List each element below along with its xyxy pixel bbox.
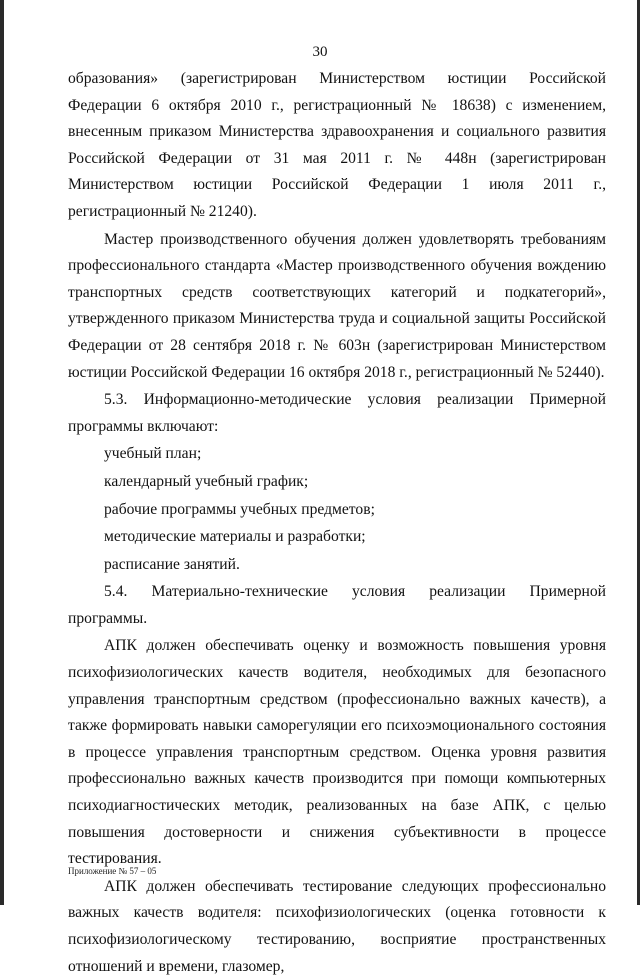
list-item: рабочие программы учебных предметов; — [104, 500, 375, 518]
scan-edge-left — [0, 0, 4, 905]
paragraph-master-requirements: Мастер производственного обучения должен удовлетворять требованиям профессионального стандарта «Мастер производственного обучения вождению транспортных средств соответствующих категорий и подкатегорий», утвержденного приказом Министерства труда и социальной защиты Российской Федерации от 28 сентября 2018 г. № 603н (зарегистрирован Министерством юстиции Российской Федерации 16 октября 2018 г., регистрационный № 52440). — [68, 230, 606, 381]
paragraph-section-5-4: 5.4. Материально-технические условия реализации Примерной программы. — [68, 583, 606, 627]
list-item: методические материалы и разработки; — [104, 528, 366, 546]
conditions-list — [68, 441, 606, 578]
document-body — [68, 66, 606, 980]
paragraph-section-5-3: 5.3. Информационно-методические условия реализации Примерной программы включают: — [68, 391, 606, 435]
page-number: 30 — [312, 44, 328, 60]
paragraph-apk-testing: АПК должен обеспечивать тестирование следующих профессионально важных качеств водителя: психофизиологических (оценка готовности к психофизиологическому тестированию, восприятие пространственных отношений и времени, глазомер, — [68, 877, 606, 975]
footer-appendix-label: Приложение № 57 – 05 — [68, 866, 157, 876]
paragraph-continuation: образования» (зарегистрирован Министерством юстиции Российской Федерации 6 октября 2010 г., регистрационный № 18638) с изменением, внесенным приказом Министерства здравоохранения и социального развития Российской Федерации от 31 мая 2011 г. № 448н (зарегистрирован Министерством юстиции Российской Федерации 1 июля 2011 г., регистрационный № 21240). — [68, 70, 606, 220]
list-item: расписание занятий. — [104, 555, 240, 573]
list-item: календарный учебный график; — [104, 472, 309, 490]
paragraph-apk-assessment: АПК должен обеспечивать оценку и возможность повышения уровня психофизиологических качеств водителя, необходимых для безопасного управления транспортным средством (профессионально важных качеств), а также формировать навыки саморегуляции его психоэмоционального состояния в процессе управления транспортным средством. Оценка уровня развития профессионально важных качеств производится при помощи компьютерных психодиагностических методик, реализованных на базе АПК, с целью повышения достоверности и снижения субъективности в процессе тестирования. — [68, 637, 606, 868]
list-item: учебный план; — [104, 445, 202, 463]
